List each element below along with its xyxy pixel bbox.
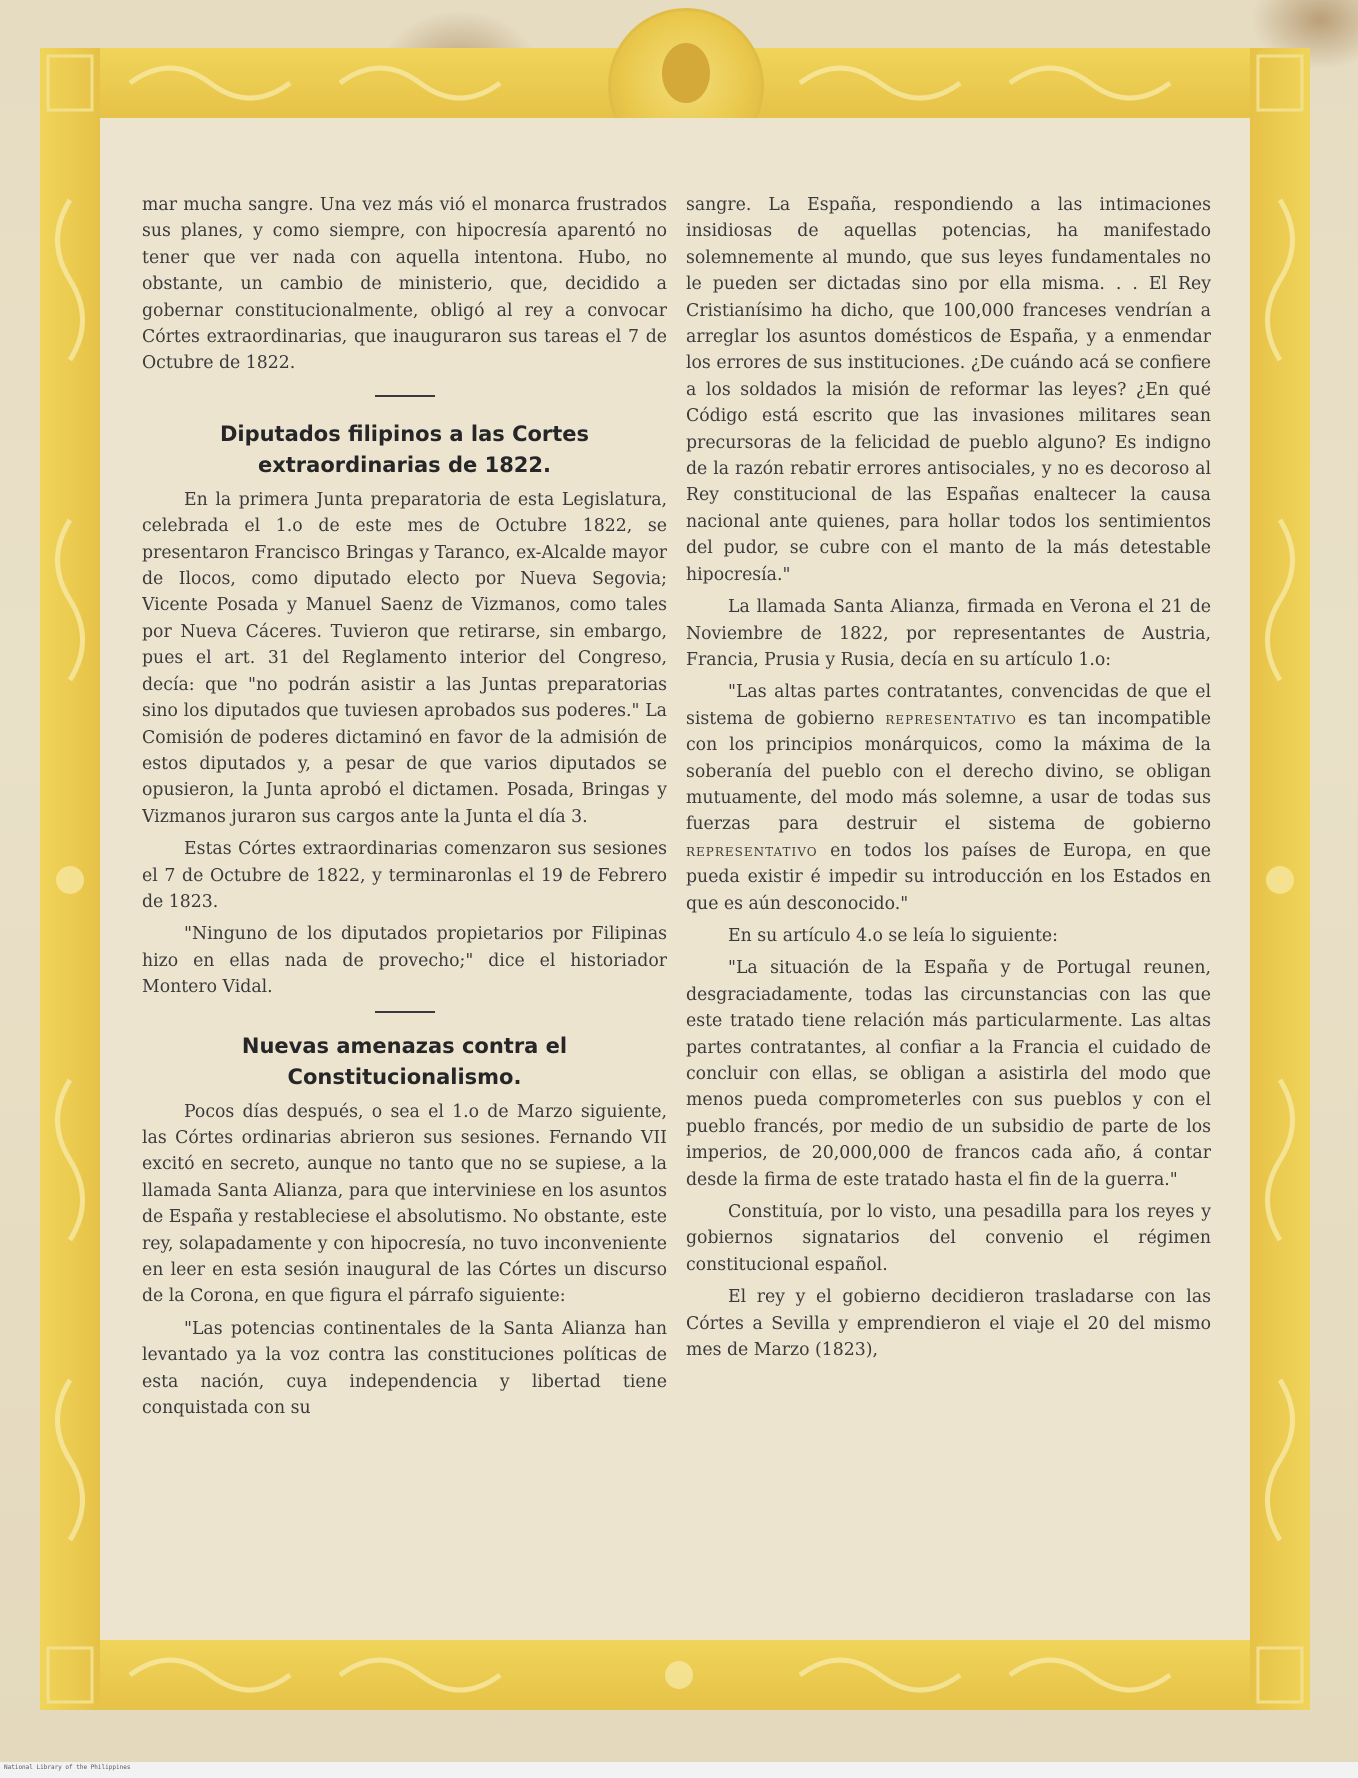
paragraph: Pocos días después, o sea el 1.o de Marzo siguiente, las Córtes ordinarias abrieron sus sesiones. Fernando VII excitó en secreto, aunque no tanto que no se supiese, a la llamada Santa Alianza, para que interviniese en los asuntos de España y restableciese el absolutismo. No obstante, este rey, solapadamente y con hipocresía, no tuvo inconveniente en leer en esta sesión inaugural de las Córtes un discurso de la Corona, en que figura el párrafo siguiente: — [142, 1101, 667, 1307]
emphasis-text: representativo — [885, 708, 1017, 729]
emphasis-text: representativo — [686, 840, 818, 861]
left-column — [142, 192, 667, 1622]
section-heading: Diputados filipinos a las Cortes extraordinarias de 1822. — [219, 421, 590, 477]
text-span: es tan incompatible con los principios monárquicos, como la máxima de la soberanía del pueblo con el derecho divino, se obligan mutuamente, del modo más solemne, a usar de todas sus fuerzas para destruir el sistema de gobierno — [686, 708, 1211, 835]
right-column — [686, 192, 1211, 1622]
paragraph: Constituía, por lo visto, una pesadilla para los reyes y gobiernos signatarios del convenio el régimen constitucional español. — [686, 1202, 1211, 1275]
paragraph: Estas Córtes extraordinarias comenzaron sus sesiones el 7 de Octubre de 1822, y terminaronlas el 19 de Febrero de 1823. — [142, 839, 667, 912]
paragraph: mar mucha sangre. Una vez más vió el monarca frustrados sus planes, y como siempre, con hipocresía aparentó no tener que ver nada con aquella intentona. Hubo, no obstante, un cambio de ministerio, que, decidido a gobernar constitucionalmente, obligó al rey a convocar Córtes extraordinarias, que inauguraron sus tareas el 7 de Octubre de 1822. — [142, 195, 667, 374]
section-divider — [375, 1011, 435, 1013]
paragraph: "Las potencias continentales de la Santa Alianza han levantado ya la voz contra las constituciones políticas de esta nación, cuya independencia y libertad tiene conquistada con su — [142, 1318, 667, 1419]
footer-strip — [0, 1762, 1358, 1778]
paragraph: En la primera Junta preparatoria de esta Legislatura, celebrada el 1.o de este mes de Octubre 1822, se presentaron Francisco Bringas y Taranco, ex-Alcalde mayor de Ilocos, como diputado electo por Nueva Segovia; Vicente Posada y Manuel Saenz de Vizmanos, como tales por Nueva Cáceres. Tuvieron que retirarse, sin embargo, pues el art. 31 del Reglamento interior del Congreso, decía: que "no podrán asistir a las Juntas preparatorias sino los diputados que tuviesen aprobados sus poderes." La Comisión de poderes dictaminó en favor de la admisión de estos diputados y, a pesar de que varios diputados se opusieron, la Junta aprobó el dictamen. Posada, Bringas y Vizmanos juraron sus cargos ante la Junta el día 3. — [142, 489, 667, 827]
section-heading: Nuevas amenazas contra el Constitucionalismo. — [241, 1033, 568, 1089]
footer-credit: National Library of the Philippines — [4, 1764, 131, 1771]
text-span: "Las altas partes contratantes, convencidas de que el sistema de gobierno — [686, 682, 1211, 729]
paragraph: sangre. La España, respondiendo a las intimaciones insidiosas de aquellas potencias, ha manifestado solemnemente al mundo, que sus leyes fundamentales no le pueden ser dictadas sino por ella misma. . . El Rey Cristianísimo ha dicho, que 100,000 franceses vendrían a arreglar los asuntos domésticos de España, y a enmendar los errores de sus instituciones. ¿De cuándo acá se confiere a los soldados la misión de reformar las leyes? ¿En qué Código está escrito que las invasiones militares sean precursoras de la felicidad de pueblo alguno? Es indigno de la razón rebatir errores antisociales, y no es decoroso al Rey constitucional de las Españas enaltecer la causa nacional ante quienes, para hollar todos los sentimientos del pudor, se cubre con el manto de la más detestable hipocresía." — [686, 195, 1211, 585]
article-columns — [142, 192, 1232, 1622]
paragraph: "Ninguno de los diputados propietarios por Filipinas hizo en ellas nada de provecho;" dice el historiador Montero Vidal. — [142, 924, 667, 998]
section-divider — [375, 395, 435, 397]
paragraph — [686, 679, 1211, 917]
paragraph: En su artículo 4.o se leía lo siguiente: — [728, 925, 1058, 946]
paragraph: El rey y el gobierno decidieron trasladarse con las Córtes a Sevilla y emprendieron el viaje el 20 del mismo mes de Marzo (1823), — [686, 1287, 1211, 1361]
text-span: en todos los países de Europa, en que pueda existir é impedir su introducción en los Estados en que es aún desconocido." — [686, 840, 1211, 914]
paragraph: "La situación de la España y de Portugal reunen, desgraciadamente, todas las circunstancias con las que este tratado tiene relación más particularmente. Las altas partes contratantes, al confiar a la Francia el cuidado de concluir con ellas, se obligan a asistirla del modo que menos pueda comprometerles con sus pueblos y con el pueblo francés, por medio de un subsidio de parte de los imperios, de 20,000,000 de francos cada año, á contar desde la firma de este tratado hasta el fin de la guerra." — [686, 958, 1211, 1190]
paragraph: La llamada Santa Alianza, firmada en Verona el 21 de Noviembre de 1822, por representantes de Austria, Francia, Prusia y Rusia, decía en su artículo 1.o: — [686, 597, 1211, 670]
